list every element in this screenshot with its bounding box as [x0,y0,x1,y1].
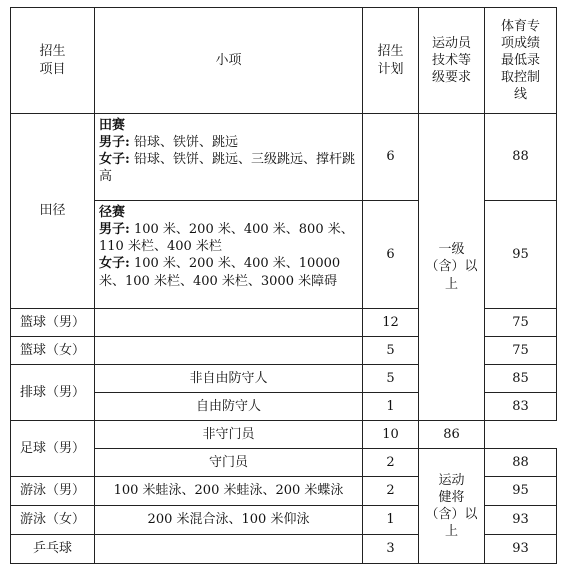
header-row [11,8,557,114]
header-project [11,8,95,114]
header-plan-line-1: 招生 [377,44,404,60]
table-tennis-plan: 3 [363,535,419,564]
header-project-line-2: 项目 [39,61,66,77]
athletics-field-plan: 6 [363,114,419,201]
basketball-male-score: 75 [485,309,557,337]
football-score-b: 88 [485,449,557,477]
football-subitem-a: 非守门员 [95,421,363,449]
field-female-line [99,151,358,185]
level-requirement-group-2 [419,449,485,564]
track-female-items: 100 米、200 米、400 米、10000 米、100 米栏、400 米栏、3000 米障碍 [99,256,341,289]
table-tennis-score: 93 [485,535,557,564]
header-level-line-2: 技术等 [431,52,471,68]
volleyball-subitem-b: 自由防守人 [95,393,363,421]
track-male-items: 100 米、200 米、400 米、800 米、110 米栏、400 米栏 [99,222,354,255]
level-requirement-group-1 [419,114,485,421]
athletics-track-score: 95 [485,201,557,309]
header-score-line-5: 线 [513,87,527,103]
swim-male-score: 95 [485,477,557,506]
header-score-line-3: 最低录 [500,52,540,68]
track-title: 径赛 [99,205,126,220]
athletics-field-row [11,114,557,201]
admission-table [10,7,557,564]
volleyball-subitem-a: 非自由防守人 [95,365,363,393]
level-group-1-line-1: 一级 [438,242,465,258]
football-plan-b: 2 [363,449,419,477]
header-level-line-1: 运动员 [431,35,471,51]
basketball-female-subitem [95,337,363,365]
football-row-a [11,421,557,449]
header-project-line-1: 招生 [39,44,66,60]
field-title: 田赛 [99,118,126,133]
table-tennis-subitem [95,535,363,564]
track-female-label: 女子: [99,256,130,272]
level-group-1-line-3: 上 [444,276,458,292]
header-score-line-1: 体育专 [500,18,540,34]
swim-female-subitem: 200 米混合泳、100 米仰泳 [95,506,363,535]
volleyball-plan-b: 1 [363,393,419,421]
football-project: 足球（男） [11,421,95,477]
header-score-line-2: 项成绩 [500,35,540,51]
field-male-label: 男子: [99,135,130,151]
field-female-items: 铅球、铁饼、跳远、三级跳远、撑杆跳高 [99,152,355,185]
level-group-1-line-2: （含）以 [425,259,478,275]
field-male-items: 铅球、铁饼、跳远 [133,135,238,151]
basketball-female-score: 75 [485,337,557,365]
volleyball-plan-a: 5 [363,365,419,393]
level-group-2-line-3: （含）以 [425,507,478,522]
volleyball-score-b: 83 [485,393,557,421]
header-score-line-4: 取控制 [500,70,540,86]
level-group-2-line-2: 健将 [438,489,465,505]
track-male-line [99,221,358,255]
swim-female-score: 93 [485,506,557,535]
athletics-track-subitems [95,201,363,309]
header-score [485,8,557,114]
athletics-field-subitems [95,114,363,201]
header-level-line-3: 级要求 [431,70,471,86]
football-subitem-b: 守门员 [95,449,363,477]
swim-female-plan: 1 [363,506,419,535]
header-subitem: 小项 [95,8,363,114]
field-female-label: 女子: [99,152,130,168]
football-plan-a: 10 [363,421,419,449]
level-group-2-line-4: 上 [444,524,458,540]
basketball-male-subitem [95,309,363,337]
volleyball-project: 排球（男） [11,365,95,421]
athletics-track-plan: 6 [363,201,419,309]
athletics-field-score: 88 [485,114,557,201]
athletics-project: 田径 [11,114,95,309]
track-female-line [99,255,358,289]
table-tennis-project: 乒乓球 [11,535,95,564]
swim-male-subitem: 100 米蛙泳、200 米蛙泳、200 米蝶泳 [95,477,363,506]
field-male-line [99,134,358,151]
header-plan [363,8,419,114]
basketball-male-project: 篮球（男） [11,309,95,337]
track-male-label: 男子: [99,222,130,238]
volleyball-score-a: 85 [485,365,557,393]
football-score-a: 86 [419,421,485,449]
basketball-female-plan: 5 [363,337,419,365]
basketball-male-plan: 12 [363,309,419,337]
header-level [419,8,485,114]
swim-male-plan: 2 [363,477,419,506]
level-group-2-line-1: 运动 [438,472,465,488]
basketball-female-project: 篮球（女） [11,337,95,365]
swim-female-project: 游泳（女） [11,506,95,535]
header-plan-line-2: 计划 [377,61,404,77]
swim-male-project: 游泳（男） [11,477,95,506]
